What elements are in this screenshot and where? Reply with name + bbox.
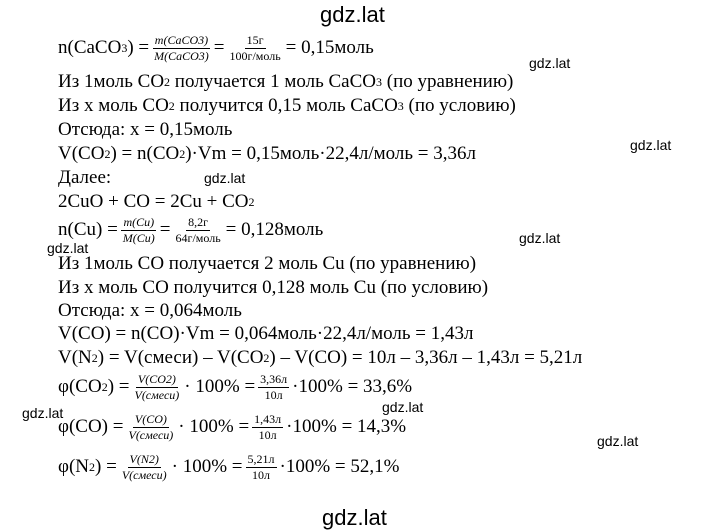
watermark: gdz.lat (597, 433, 639, 449)
text-line: Далее: (58, 167, 112, 188)
formula-phi-co: φ(CO) = $\frac{V(CO)}{\text{V(смеси)}}$ · 100% = $\frac{1,43л}{10л}$ ·100% = 14,3% (58, 411, 407, 442)
formula-n-caco3: n(CaCO 3 ) = $\frac{\text{m(CaCO3)}}{\text{M(CaCO3)}}$ = $\frac{15г}{\text{100г/моль}}$ = 0,15моль (58, 32, 374, 63)
text-line: Из 1моль CO получается 2 моль Cu (по уравнению) (58, 253, 477, 274)
watermark: gdz.lat (320, 2, 385, 27)
watermark: gdz.lat (630, 137, 672, 153)
text-line: Отсюда: х = 0,064моль (58, 300, 242, 321)
watermark: gdz.lat (529, 55, 571, 71)
formula-phi-co2: φ(CO 2 ) = $\frac{V(CO2)}{\text{V(смеси)}}$ · 100% = $\frac{3,36л}{10л}$ ·100% = 33,6% (58, 371, 413, 402)
reaction-equation: 2CuO + CO = 2Cu + CO 2 (58, 191, 255, 212)
watermark: gdz.lat (22, 405, 64, 421)
text-line: Из х моль CO получится 0,128 моль Cu (по условию) (58, 277, 489, 298)
text-line: V(N 2 ) = V(смеси) – V(CO 2 ) – V(CO) = 10л – 3,36л – 1,43л = 5,21л (58, 347, 583, 368)
text-line: Отсюда: х = 0,15моль (58, 119, 233, 140)
watermark: gdz.lat (47, 240, 89, 256)
formula-phi-n2: φ(N 2 ) = $\frac{V(N2)}{\text{V(смеси)}}$ · 100% = $\frac{5,21л}{10л}$ ·100% = 52,1% (58, 451, 400, 482)
formula-n-cu: n(Cu) = $\frac{m(Cu)}{M(Cu)}$ = $\frac{8,2г}{\text{64г/моль}}$ = 0,128моль (58, 214, 324, 245)
text-line: V(CO 2 ) = n(CO 2 )·Vm = 0,15моль·22,4л/моль = 3,36л (58, 143, 476, 164)
text-line: V(CO) = n(CO)·Vm = 0,064моль·22,4л/моль = 1,43л (58, 323, 474, 344)
watermark: gdz.lat (382, 399, 424, 415)
text-line: Из х моль CO 2 получится 0,15 моль CaCO 3 (по условию) (58, 95, 516, 116)
watermark: gdz.lat (322, 505, 387, 530)
text-line: Из 1моль CO 2 получается 1 моль CaCO 3 (по уравнению) (58, 71, 514, 92)
watermark: gdz.lat (204, 170, 246, 186)
watermark: gdz.lat (519, 230, 561, 246)
